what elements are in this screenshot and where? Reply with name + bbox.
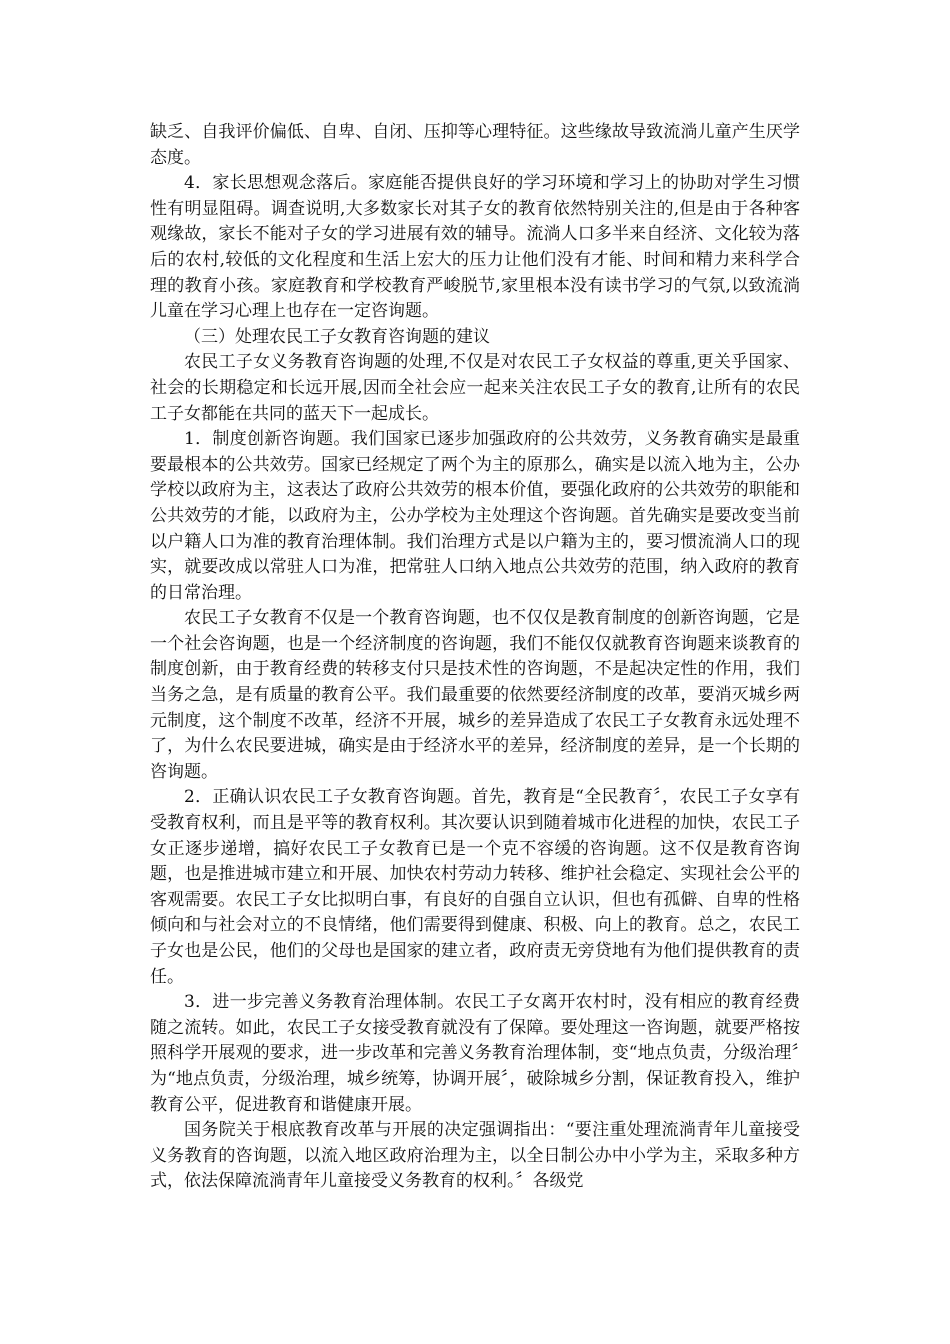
paragraph-parent-ideas: 4．家长思想观念落后。家庭能否提供良好的学习环境和学习上的协助对学生习惯性有明显阻碍。调查说明,大多数家长对其子女的教育依然特别关注的,但是由于各种客观缘故，家长不能对子女的学习进展有效的辅导。流淌人口多半来自经济、文化较为落后的农村,较低的文化程度和生活上宏大的压力让他们没有才能、时间和精力来科学合理的教育小孩。家庭教育和学校教育严峻脱节,家里根本没有读书学习的气氛,以致流淌儿童在学习心理上也存在一定咨询题。: [150, 173, 800, 322]
paragraph-correct-understanding: 2．正确认识农民工子女教育咨询题。首先，教育是“全民教育〞，农民工子女享有受教育权利，而且是平等的教育权利。其次要认识到随着城市化进程的加快，农民工子女正逐步递增，搞好农民工子女教育已是一个克不容缓的咨询题。这不仅是教育咨询题，也是推进城市建立和开展、加快农村劳动力转移、维护社会稳定、实现社会公平的客观需要。农民工子女比拟明白事，有良好的自强自立认识，但也有孤僻、自卑的性格倾向和与社会对立的不良情绪，他们需要得到健康、积极、向上的教育。总之，农民工子女也是公民，他们的父母也是国家的建立者，政府责无旁贷地有为他们提供教育的责任。: [150, 787, 800, 987]
document-page: [150, 120, 800, 1195]
paragraph-state-council: 国务院关于根底教育改革与开展的决定强调指出：“要注重处理流淌青年儿童接受义务教育的咨询题，以流入地区政府治理为主，以全日制公办中小学为主，采取多种方式，依法保障流淌青年儿童接受义务教育的权利。〞各级党: [150, 1120, 800, 1192]
paragraph-economic-system: 农民工子女教育不仅是一个教育咨询题，也不仅仅是教育制度的创新咨询题，它是一个社会咨询题，也是一个经济制度的咨询题，我们不能仅仅就教育咨询题来谈教育的制度创新，由于教育经费的转移支付只是技术性的咨询题，不是起决定性的作用，我们当务之急，是有质量的教育公平。我们最重要的依然要经济制度的改革，要消灭城乡两元制度，这个制度不改革，经济不开展，城乡的差异造成了农民工子女教育永远处理不了，为什么农民要进城，确实是由于经济水平的差异，经济制度的差异，是一个长期的咨询题。: [150, 608, 800, 782]
section-heading-suggestions: （三）处理农民工子女教育咨询题的建议: [184, 326, 490, 347]
paragraph-management-system: 3．进一步完善义务教育治理体制。农民工子女离开农村时，没有相应的教育经费随之流转。如此，农民工子女接受教育就没有了保障。要处理这一咨询题，就要严格按照科学开展观的要求，进一步改革和完善义务教育治理体制，变“地点负责，分级治理〞为“地点负责，分级治理，城乡统筹，协调开展〞，破除城乡分割，保证教育投入，维护教育公平，促进教育和谐健康开展。: [150, 992, 800, 1115]
paragraph-continuation: 缺乏、自我评价偏低、自卑、自闭、压抑等心理特征。这些缘故导致流淌儿童产生厌学态度。: [150, 122, 800, 168]
paragraph-institutional-innovation: 1．制度创新咨询题。我们国家已逐步加强政府的公共效劳，义务教育确实是最重要最根本的公共效劳。国家已经规定了两个为主的原那么，确实是以流入地为主，公办学校以政府为主，这表达了政府公共效劳的根本价值，要强化政府的公共效劳的职能和公共效劳的才能，以政府为主，公办学校为主处理这个咨询题。首先确实是要改变当前以户籍人口为准的教育治理体制。我们治理方式是以户籍为主的，要习惯流淌人口的现实，就要改成以常驻人口为准，把常驻人口纳入地点公共效劳的范围，纳入政府的教育的日常治理。: [150, 429, 800, 603]
paragraph-intro: 农民工子女义务教育咨询题的处理,不仅是对农民工子女权益的尊重,更关乎国家、社会的长期稳定和长远开展,因而全社会应一起来关注农民工子女的教育,让所有的农民工子女都能在共同的蓝天下一起成长。: [150, 352, 800, 424]
